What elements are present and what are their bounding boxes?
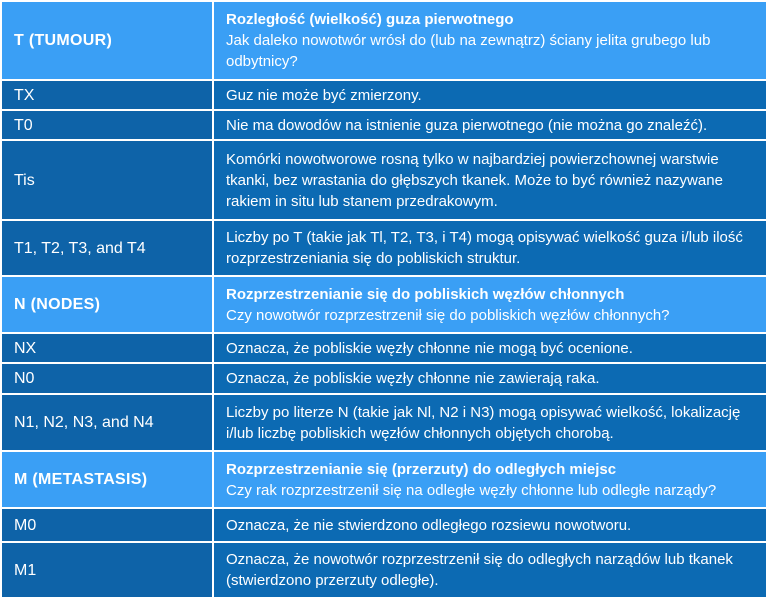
- table-row: [1, 80, 767, 110]
- row-text: Jak daleko nowotwór wrósł do (lub na zewnątrz) ściany jelita grubego lub odbytnicy?: [226, 32, 711, 70]
- row-code: T0: [1, 110, 213, 140]
- row-code: NX: [1, 333, 213, 363]
- table-row-t-header: [1, 1, 767, 80]
- row-text: Komórki nowotworowe rosną tylko w najbardziej powierzchownej warstwie tkanki, bez wrastania do głębszych tkanek. Może to być również nazywane rakiem in situ lub stanem przedrakowym.: [213, 140, 767, 220]
- row-text: Oznacza, że pobliskie węzły chłonne nie zawierają raka.: [213, 363, 767, 394]
- row-text: Czy nowotwór rozprzestrzenił się do pobliskich węzłów chłonnych?: [226, 306, 670, 324]
- row-text: Oznacza, że nowotwór rozprzestrzenił się do odległych narządów lub tkanek (stwierdzono przerzuty odległe).: [213, 542, 767, 598]
- table-row: [1, 140, 767, 220]
- row-description: [213, 1, 767, 80]
- row-code: TX: [1, 80, 213, 110]
- row-text: Oznacza, że nie stwierdzono odległego rozsiewu nowotworu.: [213, 508, 767, 542]
- table-row: [1, 542, 767, 598]
- table-row: [1, 363, 767, 394]
- table-row: [1, 333, 767, 363]
- table-row-m-header: [1, 451, 767, 508]
- row-text: Liczby po T (takie jak Tl, T2, T3, i T4) mogą opisywać wielkość guza i/lub ilość rozprzestrzeniania się do pobliskich struktur.: [213, 220, 767, 276]
- row-text: Czy rak rozprzestrzenił się na odległe węzły chłonne lub odległe narządy?: [226, 481, 717, 499]
- row-description: [213, 451, 767, 508]
- row-title: Rozległość (wielkość) guza pierwotnego: [226, 11, 514, 28]
- row-description: [213, 276, 767, 333]
- row-code: M0: [1, 508, 213, 542]
- row-code: M (METASTASIS): [1, 451, 213, 508]
- row-code: N1, N2, N3, and N4: [1, 394, 213, 451]
- row-code: M1: [1, 542, 213, 598]
- row-code: T (TUMOUR): [1, 1, 213, 80]
- row-text: Liczby po literze N (takie jak Nl, N2 i N3) mogą opisywać wielkość, lokalizację i/lub liczbę pobliskich węzłów chłonnych objętych chorobą.: [213, 394, 767, 451]
- row-code: T1, T2, T3, and T4: [1, 220, 213, 276]
- table-row: [1, 220, 767, 276]
- table-row: [1, 110, 767, 140]
- row-code: N0: [1, 363, 213, 394]
- row-text: Nie ma dowodów na istnienie guza pierwotnego (nie można go znaleźć).: [213, 110, 767, 140]
- table-row: [1, 508, 767, 542]
- row-text: Oznacza, że pobliskie węzły chłonne nie mogą być ocenione.: [213, 333, 767, 363]
- table-row: [1, 394, 767, 451]
- table-row-n-header: [1, 276, 767, 333]
- row-text: Guz nie może być zmierzony.: [213, 80, 767, 110]
- row-code: N (NODES): [1, 276, 213, 333]
- row-title: Rozprzestrzenianie się do pobliskich węzłów chłonnych: [226, 285, 625, 303]
- row-title: Rozprzestrzenianie się (przerzuty) do odległych miejsc: [226, 460, 617, 478]
- row-code: Tis: [1, 140, 213, 220]
